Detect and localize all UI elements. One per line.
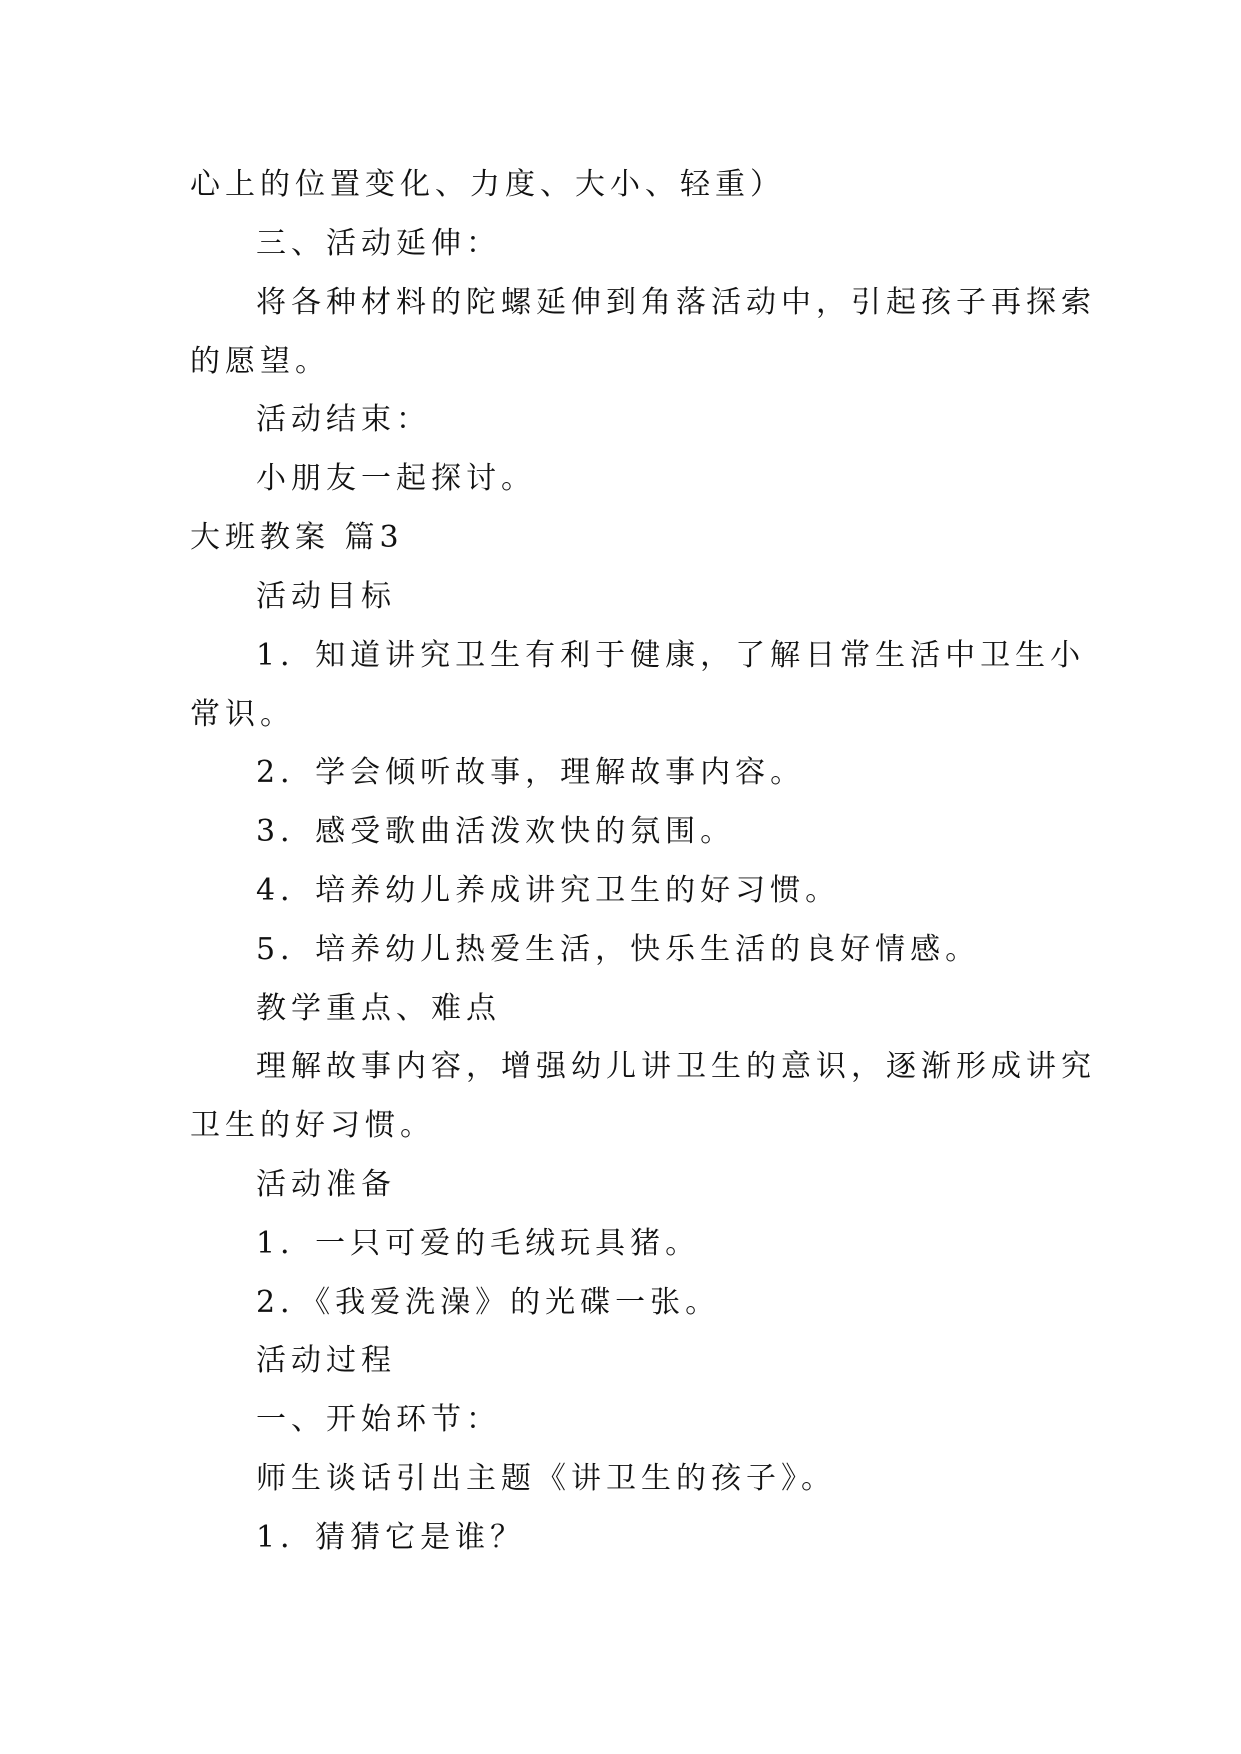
text-line: 卫生的好习惯。 — [190, 1108, 435, 1143]
list-item: 4．培养幼儿养成讲究卫生的好习惯。 — [256, 873, 841, 908]
text-line: 小朋友一起探讨。 — [256, 461, 536, 496]
section-heading: 一、开始环节： — [256, 1402, 501, 1437]
text-line: 心上的位置变化、力度、大小、轻重） — [190, 167, 785, 202]
text-line: 师生谈话引出主题《讲卫生的孩子》。 — [256, 1461, 836, 1496]
document-title: 大班教案 篇3 — [190, 520, 404, 555]
section-heading: 三、活动延伸： — [256, 226, 501, 261]
list-item: 1．知道讲究卫生有利于健康，了解日常生活中卫生小 — [256, 638, 1086, 673]
text-line: 的愿望。 — [190, 344, 330, 379]
section-heading: 教学重点、难点 — [256, 991, 501, 1026]
text-line: 理解故事内容，增强幼儿讲卫生的意识，逐渐形成讲究 — [256, 1049, 1096, 1084]
list-item: 2．学会倾听故事，理解故事内容。 — [256, 755, 806, 790]
list-item: 1．一只可爱的毛绒玩具猪。 — [256, 1226, 701, 1261]
section-heading: 活动过程 — [256, 1343, 396, 1378]
section-heading: 活动目标 — [256, 579, 396, 614]
list-item: 2．《我爱洗澡》的光碟一张。 — [256, 1285, 721, 1320]
list-item: 1．猜猜它是谁？ — [256, 1520, 526, 1555]
list-item: 3．感受歌曲活泼欢快的氛围。 — [256, 814, 736, 849]
text-line: 常识。 — [190, 697, 295, 732]
section-heading: 活动准备 — [256, 1167, 396, 1202]
text-line: 将各种材料的陀螺延伸到角落活动中，引起孩子再探索 — [256, 285, 1096, 320]
list-item: 5．培养幼儿热爱生活，快乐生活的良好情感。 — [256, 932, 981, 967]
section-heading: 活动结束： — [256, 402, 431, 437]
